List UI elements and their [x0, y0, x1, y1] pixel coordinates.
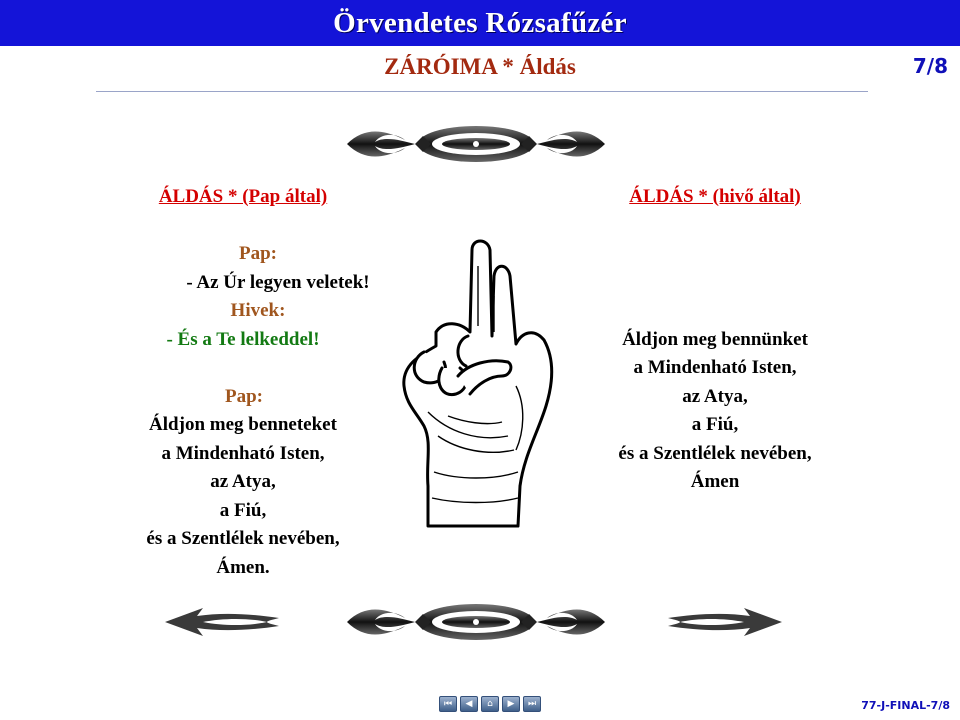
- blessing-line: Ámen.: [216, 556, 270, 578]
- slide-code: 77-J-FINAL-7/8: [861, 699, 950, 712]
- next-slide-arrow-icon[interactable]: [666, 606, 784, 638]
- prev-slide-button[interactable]: ◀: [460, 696, 478, 712]
- subtitle: ZÁRÓIMA * Áldás: [384, 54, 576, 79]
- blessing-line: az Atya,: [682, 385, 748, 407]
- blessing-line: a Mindenható Isten,: [633, 357, 797, 378]
- speaker-label: Hivek:: [230, 300, 286, 321]
- blessing-line: Áldjon meg benneteket: [149, 414, 337, 435]
- first-slide-button[interactable]: ⏮: [439, 696, 457, 712]
- last-slide-button[interactable]: ⏭: [523, 696, 541, 712]
- section-heading-right: ÁLDÁS * (hivő által): [629, 186, 801, 207]
- blessing-line: a Fiú,: [219, 499, 267, 521]
- divider: [96, 91, 868, 92]
- blessing-line: a Fiú,: [691, 414, 739, 435]
- page-indicator: 7/8: [912, 54, 948, 78]
- section-heading-left: ÁLDÁS * (Pap által): [158, 186, 328, 207]
- slide-navigation: [439, 696, 541, 712]
- priest-blessing-section: [98, 183, 388, 582]
- blessing-line: az Atya,: [210, 471, 276, 492]
- blessing-line: és a Szentlélek nevében,: [618, 442, 812, 464]
- faithful-blessing-section: [570, 183, 860, 497]
- blessing-line: a Mindenható Isten,: [161, 442, 325, 464]
- blessing-line: Áldjon meg bennünket: [622, 328, 808, 350]
- priest-line: - Az Úr legyen veletek!: [186, 271, 370, 293]
- blessing-line: Ámen: [690, 471, 740, 492]
- title-bar: [0, 0, 960, 46]
- blessing-hand-illustration: [398, 236, 558, 530]
- page-title: Örvendetes Rózsafűzér: [333, 6, 627, 39]
- speaker-label: Pap:: [225, 385, 263, 407]
- next-slide-button[interactable]: ▶: [502, 696, 520, 712]
- response-line: - És a Te lelkeddel!: [166, 328, 320, 350]
- ornament-bottom: [345, 600, 607, 644]
- previous-slide-arrow-icon[interactable]: [163, 606, 281, 638]
- blessing-line: és a Szentlélek nevében,: [146, 528, 340, 549]
- ornament-top: [345, 122, 607, 166]
- home-button[interactable]: ⌂: [481, 696, 499, 712]
- speaker-label: Pap:: [239, 243, 277, 264]
